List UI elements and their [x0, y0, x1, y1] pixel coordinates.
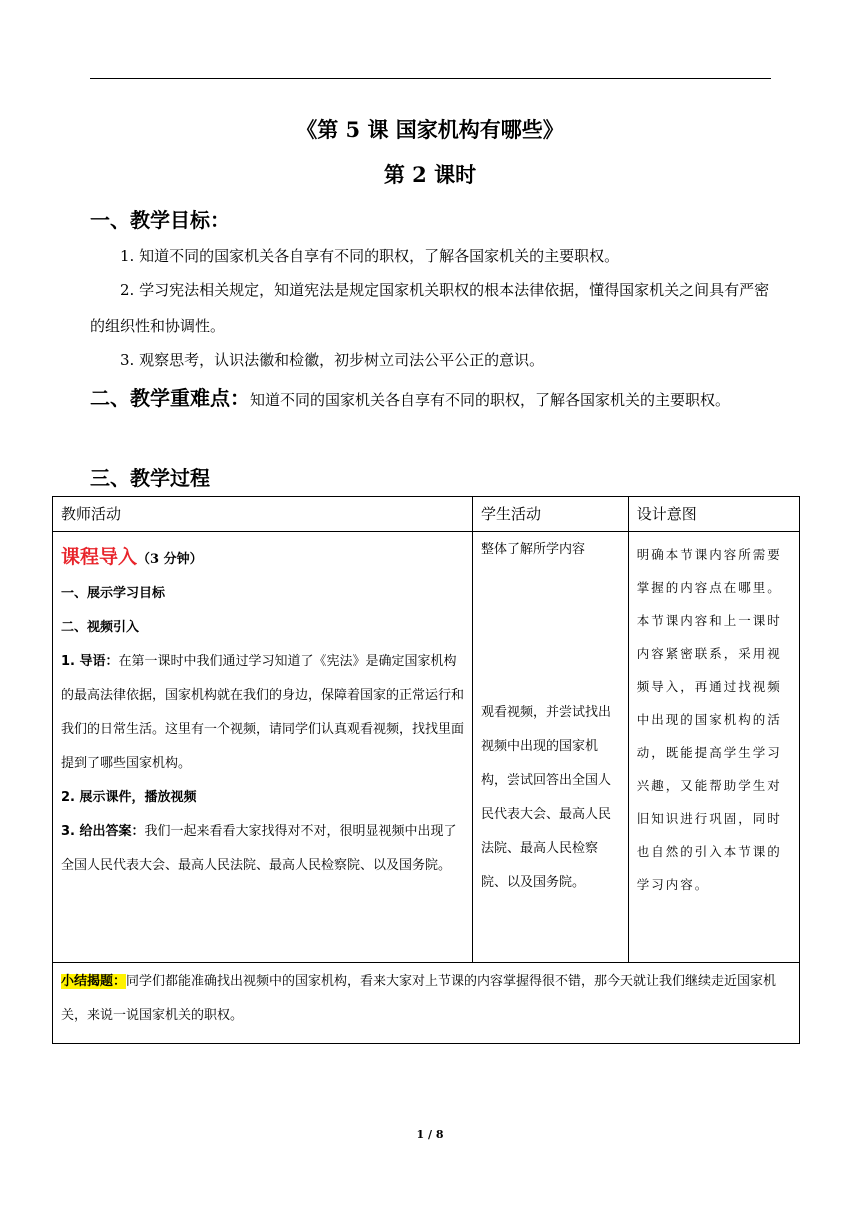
intro-heading	[61, 540, 464, 577]
objective-item-1: 1. 知道不同的国家机关各自享有不同的职权，了解各国家机关的主要职权。	[120, 247, 620, 265]
p3-text: 我们一起来看看大家找得对不对，很明显视频中出现了全国人民代表大会、最高人民法院、最高人民检察院、以及国务院。	[61, 824, 457, 873]
summary-label: 小结揭题：	[61, 974, 127, 989]
design-line-2: 本节课内容和上一课时内容紧密联系，采用视频导入，再通过找视频中出现的国家机构的活动，既能提高学生学习兴趣，又能帮助学生对旧知识进行巩固，同时也自然的引入本节课的学习内容。	[636, 613, 782, 892]
section-key-points	[90, 378, 780, 420]
step-video-intro: 二、视频引入	[61, 620, 140, 635]
objective-item-2: 2. 学习宪法相关规定，知道宪法是规定国家机关职权的根本法律依据，懂得国家机关之间具有严密的组织性和协调性。	[90, 281, 770, 335]
intro-title: 课程导入	[61, 546, 138, 568]
document-subtitle: 第 2 课时	[383, 162, 477, 187]
intro-time: （3 分钟）	[137, 552, 203, 567]
student-line-2: 观看视频，并尝试找出视频中出现的国家机构，尝试回答出全国人民代表大会、最高人民法院、最高人民检察院、以及国务院。	[481, 705, 612, 890]
header-student-activity: 学生活动	[473, 497, 629, 532]
p1-label: 1. 导语：	[61, 654, 119, 669]
teacher-paragraph-3	[61, 815, 464, 883]
design-intent-cell	[628, 532, 799, 963]
teacher-paragraph-1	[61, 645, 464, 781]
teacher-paragraph-2: 2. 展示课件，播放视频	[61, 790, 197, 805]
lesson-process-table	[52, 496, 800, 1044]
section-heading-process: 三、教学过程	[90, 466, 210, 490]
page-number: 1 / 8	[416, 1128, 444, 1141]
p3-label: 3. 给出答案：	[61, 824, 145, 839]
student-line-1: 整体了解所学内容	[481, 542, 586, 557]
student-activity-cell	[473, 532, 629, 963]
section-heading-objectives: 一、教学目标：	[90, 208, 230, 232]
p1-text: 在第一课时中我们通过学习知道了《宪法》是确定国家机构的最高法律依据，国家机构就在我们的身边，保障着国家的正常运行和我们的日常生活。这里有一个视频，请同学们认真观看视频，找找里面提到了哪些国家机构。	[61, 654, 465, 771]
header-design-intent: 设计意图	[628, 497, 799, 532]
table-header-row	[53, 497, 800, 532]
design-line-1: 明确本节课内容所需要掌握的内容点在哪里。	[636, 547, 782, 595]
document-title: 《第 5 课 国家机构有哪些》	[296, 117, 564, 142]
section-heading-key-points: 二、教学重难点：	[90, 386, 250, 410]
header-teacher-activity: 教师活动	[53, 497, 473, 532]
key-points-text: 知道不同的国家机关各自享有不同的职权，了解各国家机关的主要职权。	[250, 391, 731, 409]
table-row-summary	[53, 963, 800, 1044]
summary-text: 同学们都能准确找出视频中的国家机构，看来大家对上节课的内容掌握得很不错，那今天就让我们继续走近国家机关，来说一说国家机关的职权。	[61, 974, 777, 1023]
summary-cell	[53, 963, 800, 1044]
objective-item-3: 3. 观察思考，认识法徽和检徽，初步树立司法公平公正的意识。	[120, 351, 545, 369]
header-rule	[90, 78, 771, 79]
teacher-activity-cell	[53, 532, 473, 963]
step-show-objectives: 一、展示学习目标	[61, 586, 166, 601]
table-row-intro	[53, 532, 800, 963]
